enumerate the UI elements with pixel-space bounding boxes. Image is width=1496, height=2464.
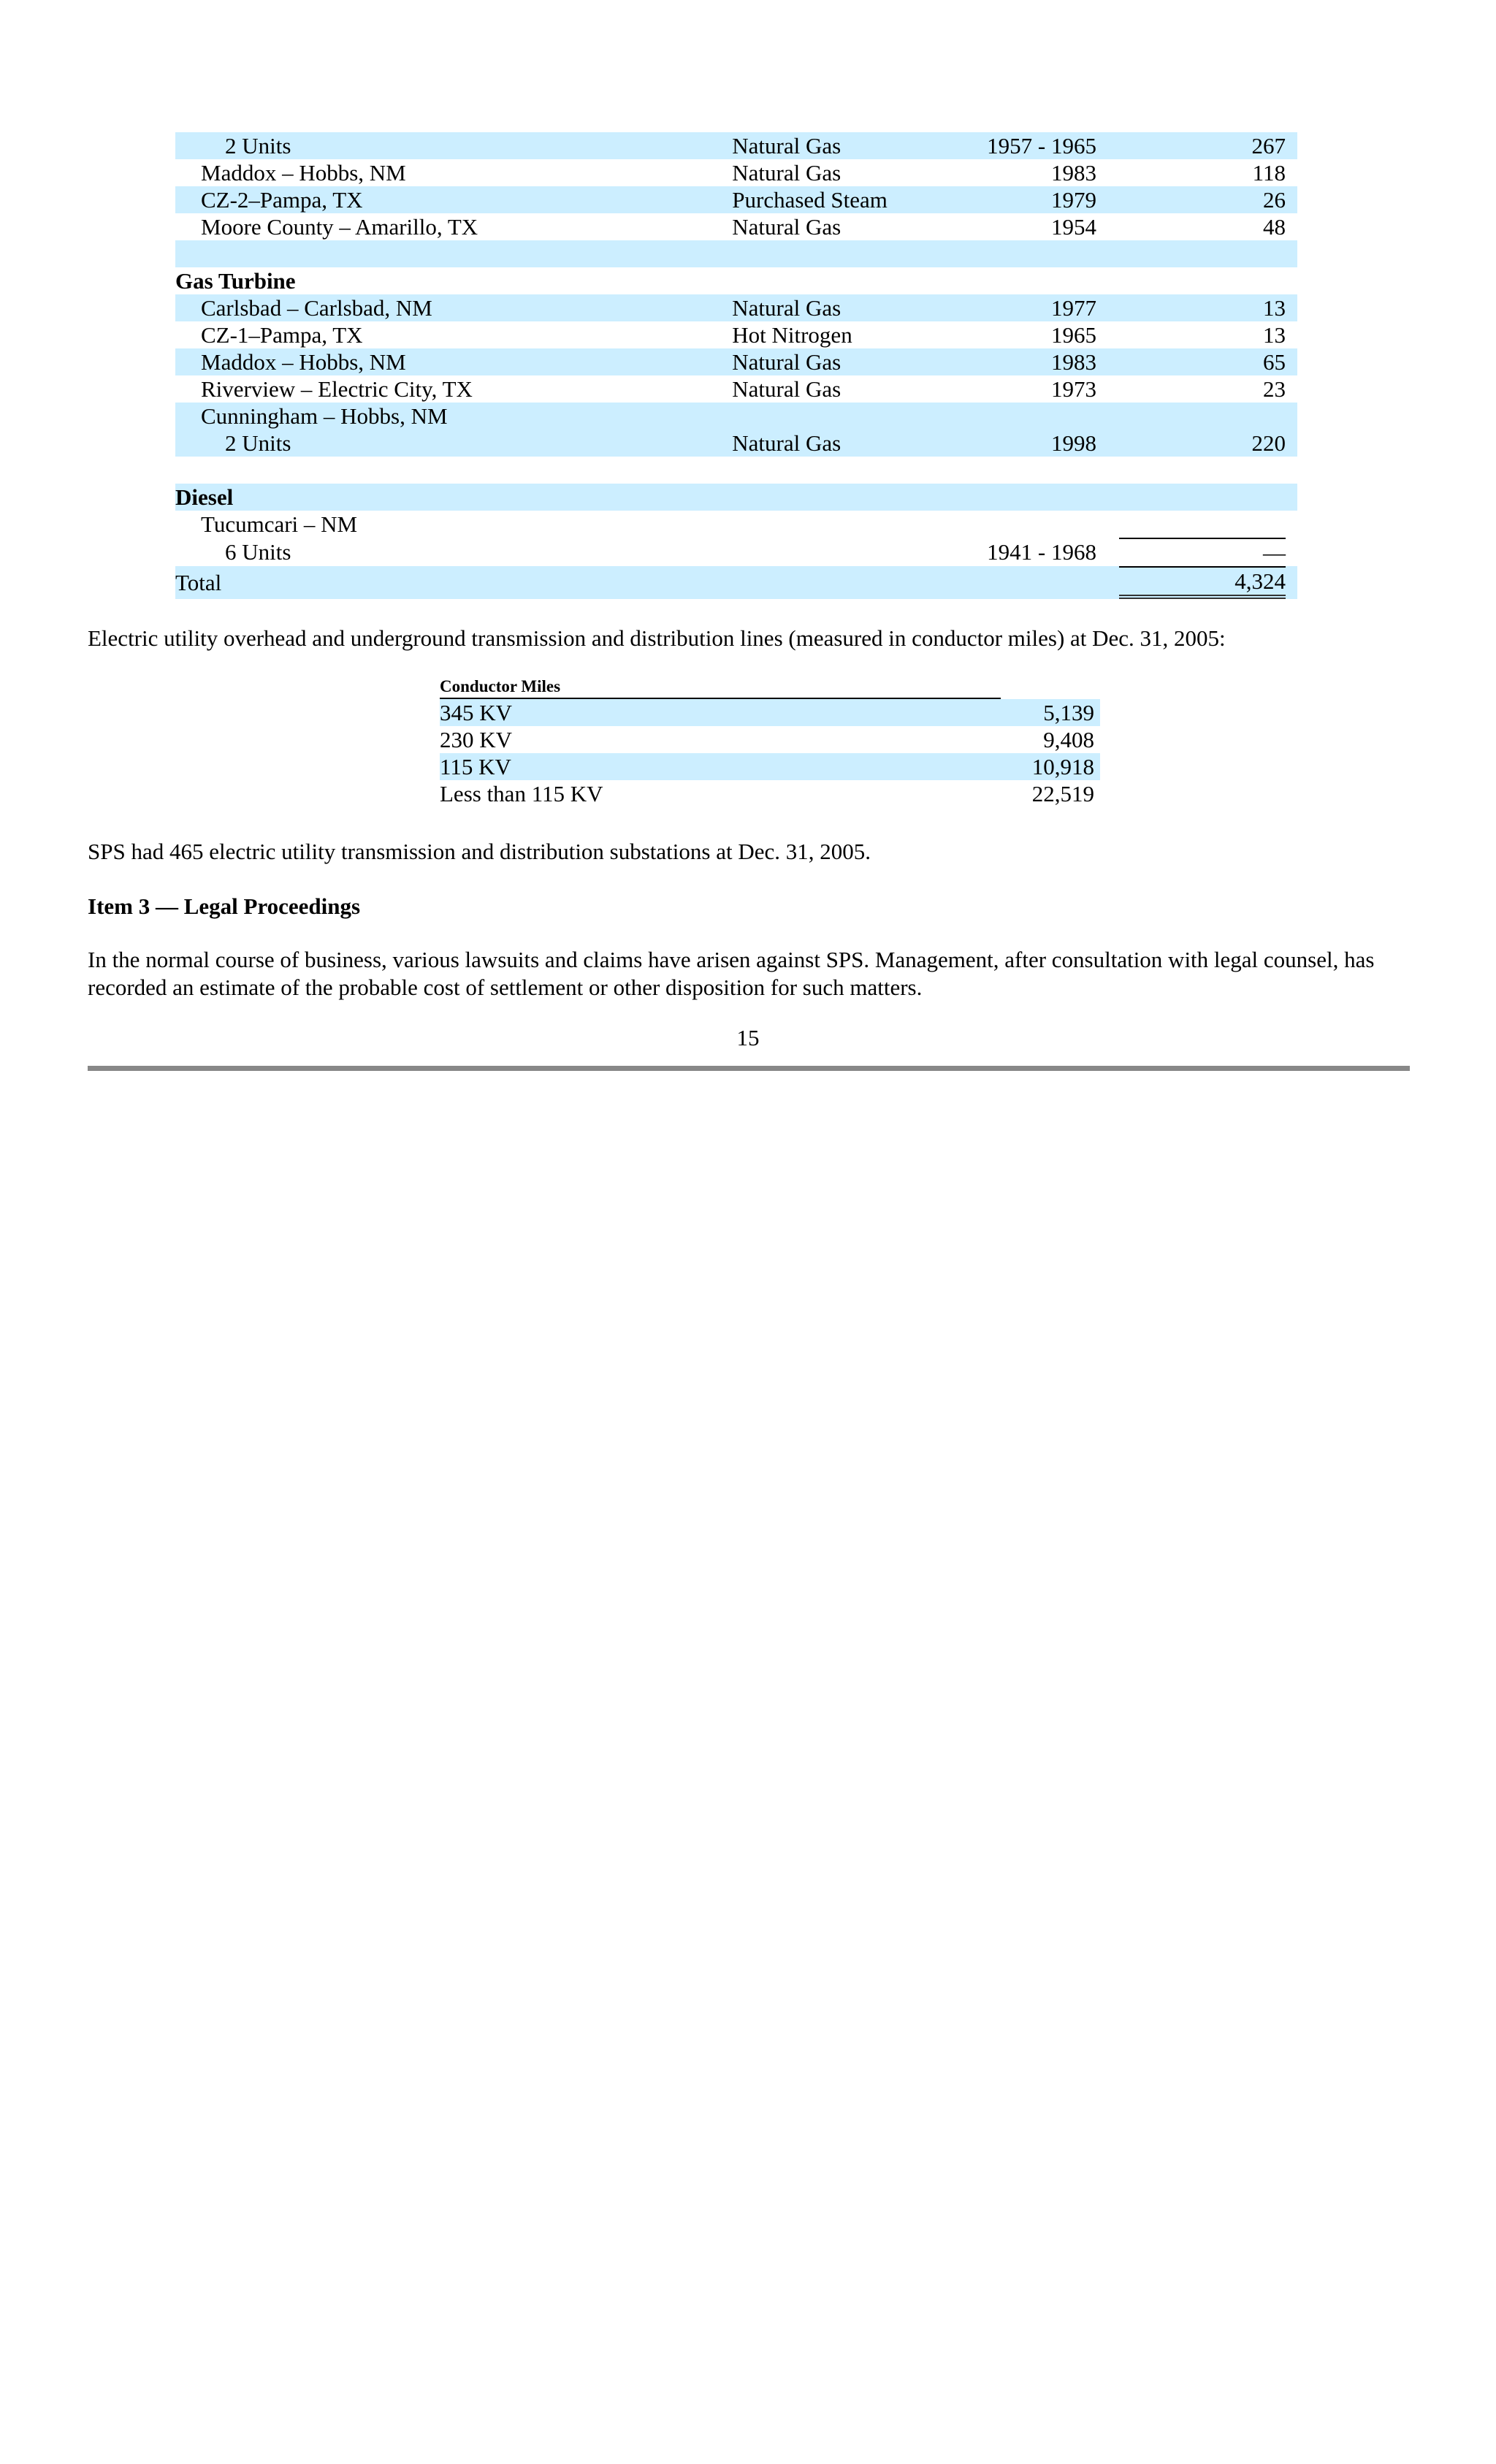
station-name-cell: Moore County – Amarillo, TX	[201, 214, 478, 240]
section-row	[175, 267, 1297, 294]
capability-value: 4,324	[1119, 566, 1286, 599]
station-name-cell: CZ-1–Pampa, TX	[201, 322, 363, 348]
fuel-cell: Natural Gas	[732, 376, 842, 402]
capability-cell	[1119, 348, 1297, 375]
conductor-miles-row	[440, 780, 1100, 807]
fuel-cell: Natural Gas	[732, 348, 936, 375]
station-name-cell: Riverview – Electric City, TX	[201, 376, 473, 402]
fuel-cell	[732, 566, 936, 599]
spacer-row	[175, 240, 1297, 267]
year-cell: 1954	[1050, 214, 1096, 240]
table-row	[175, 348, 1297, 375]
table-row	[175, 430, 1297, 457]
conductor-miles-row	[440, 726, 1100, 753]
capability-value: 13	[1263, 322, 1286, 348]
fuel-cell: Hot Nitrogen	[732, 322, 852, 348]
capability-value: 65	[1263, 349, 1286, 375]
fuel-cell	[732, 511, 936, 538]
table-row	[175, 511, 1297, 538]
capability-value: 48	[1263, 214, 1286, 240]
year-cell: 1998	[936, 430, 1119, 457]
year-cell: 1983	[936, 348, 1119, 375]
station-name-cell: Cunningham – Hobbs, NM	[175, 403, 732, 430]
voltage-label: 230 KV	[440, 727, 513, 752]
table-row	[175, 538, 1297, 566]
miles-value: 10,918	[951, 753, 1100, 780]
year-cell	[936, 511, 1119, 538]
year-cell: 1973	[1050, 376, 1096, 402]
capability-value: 118	[1252, 160, 1286, 186]
fuel-cell: Natural Gas	[732, 214, 842, 240]
section-heading: Gas Turbine	[175, 268, 296, 294]
capability-cell	[1119, 375, 1297, 403]
substations-text: SPS had 465 electric utility transmission and distribution substations at Dec. 31, 2005.	[88, 839, 871, 864]
spacer-row	[175, 457, 1297, 484]
total-row	[175, 566, 1297, 599]
item3-heading: Item 3 — Legal Proceedings	[88, 893, 361, 919]
table-row	[175, 186, 1297, 213]
capability-cell	[1119, 321, 1297, 348]
year-cell	[936, 403, 1119, 430]
year-cell: 1965	[1050, 322, 1096, 348]
capability-value: 13	[1263, 295, 1286, 321]
section-heading: Diesel	[175, 484, 1297, 511]
station-name-cell: Carlsbad – Carlsbad, NM	[175, 294, 732, 321]
station-name-cell: 2 Units	[175, 132, 732, 159]
generating-stations-table	[175, 132, 1297, 599]
station-name-cell: Maddox – Hobbs, NM	[175, 348, 732, 375]
station-name-cell: 2 Units	[175, 430, 732, 457]
fuel-cell: Purchased Steam	[732, 186, 936, 213]
page-number: 15	[736, 1025, 760, 1050]
year-cell	[936, 566, 1119, 599]
conductor-miles-table	[440, 676, 1100, 807]
conductor-miles-row	[440, 753, 1100, 780]
capability-value: 220	[1251, 430, 1286, 456]
fuel-cell: Natural Gas	[732, 160, 842, 186]
station-name-cell: Total	[175, 566, 732, 599]
station-name-cell: Tucumcari – NM	[201, 511, 358, 537]
fuel-cell: Natural Gas	[732, 132, 936, 159]
spacer-cell	[175, 240, 1297, 267]
capability-cell	[1119, 159, 1297, 186]
fuel-cell: Natural Gas	[732, 430, 936, 457]
miles-value: 22,519	[1031, 781, 1094, 806]
voltage-label: Less than 115 KV	[440, 781, 603, 806]
footer-rule	[88, 1066, 1410, 1071]
capability-cell	[1119, 186, 1297, 213]
table-row	[175, 213, 1297, 240]
year-cell: 1979	[936, 186, 1119, 213]
capability-cell	[1119, 132, 1297, 159]
legal-proceedings-text: In the normal course of business, various lawsuits and claims have arisen against SPS. Management, after consultation with legal counsel, has recorded an estimate of the probable cost of settlement or other disposition for such matters.	[88, 947, 1375, 1000]
capability-cell	[1119, 538, 1297, 566]
conductor-miles-header: Conductor Miles	[440, 676, 1100, 699]
station-name-cell: 6 Units	[225, 539, 291, 565]
table-row	[175, 132, 1297, 159]
miles-value: 9,408	[1043, 727, 1094, 752]
year-cell: 1977	[936, 294, 1119, 321]
table-row	[175, 159, 1297, 186]
year-cell: 1983	[1050, 160, 1096, 186]
conductor-miles-row	[440, 699, 1100, 726]
capability-cell	[1119, 403, 1297, 430]
table-row	[175, 403, 1297, 430]
fuel-cell: Natural Gas	[732, 294, 936, 321]
fuel-cell	[732, 403, 936, 430]
capability-cell	[1119, 430, 1297, 457]
capability-value: 267	[1251, 133, 1286, 159]
capability-cell	[1119, 566, 1297, 599]
station-name-cell: CZ-2–Pampa, TX	[175, 186, 732, 213]
table-row	[175, 375, 1297, 403]
section-row	[175, 484, 1297, 511]
capability-value: 26	[1263, 187, 1286, 213]
capability-cell	[1119, 294, 1297, 321]
capability-value: —	[1119, 538, 1286, 566]
capability-cell	[1119, 213, 1297, 240]
year-cell: 1957 - 1965	[936, 132, 1119, 159]
capability-cell	[1119, 511, 1297, 538]
year-cell: 1941 - 1968	[987, 539, 1096, 565]
voltage-label: 115 KV	[440, 753, 951, 780]
table-row	[175, 321, 1297, 348]
fuel-cell	[732, 538, 936, 566]
table-row	[175, 294, 1297, 321]
spacer-cell	[175, 457, 1297, 484]
voltage-label: 345 KV	[440, 699, 951, 726]
capability-value: 23	[1263, 376, 1286, 402]
miles-value: 5,139	[951, 699, 1100, 726]
transmission-lines-intro: Electric utility overhead and underground transmission and distribution lines (measured in conductor miles) at Dec. 31, 2005:	[88, 625, 1226, 651]
station-name-cell: Maddox – Hobbs, NM	[201, 160, 406, 186]
